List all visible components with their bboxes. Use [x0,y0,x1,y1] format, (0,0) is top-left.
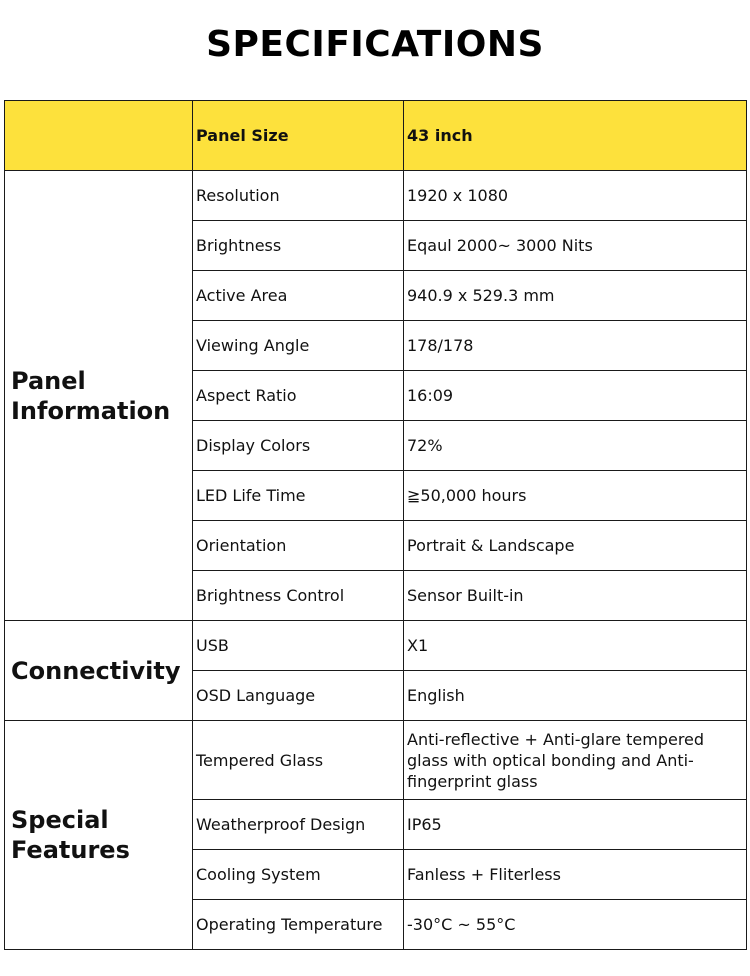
table-header-row [5,101,747,171]
page-title: SPECIFICATIONS [206,24,544,65]
group-label-line: Features [11,836,130,864]
spec-label: Cooling System [193,850,404,900]
spec-value: Fanless + Fliterless [404,850,747,900]
spec-label: Orientation [193,521,404,571]
group-label-line: Information [11,396,171,425]
spec-label: Aspect Ratio [193,371,404,421]
spec-value: IP65 [404,800,747,850]
spec-value: Sensor Built-in [404,571,747,621]
spec-value: -30°C ~ 55°C [404,900,747,950]
table-row [5,171,747,221]
spec-value: Eqaul 2000~ 3000 Nits [404,221,747,271]
spec-label: Resolution [193,171,404,221]
spec-label: Tempered Glass [193,721,404,800]
spec-label: Brightness [193,221,404,271]
spec-label: Active Area [193,271,404,321]
spec-label: Viewing Angle [193,321,404,371]
spec-label: OSD Language [193,671,404,721]
spec-label: Weatherproof Design [193,800,404,850]
spec-value: X1 [404,621,747,671]
table-row [5,721,747,800]
spec-value: Portrait & Landscape [404,521,747,571]
spec-value: 16:09 [404,371,747,421]
header-label: Panel Size [193,101,404,171]
group-label-connectivity [5,621,193,721]
spec-value: Anti-reflective + Anti-glare tempered glass with optical bonding and Anti-fingerprint glass [404,721,747,800]
group-label-panel-information [5,171,193,621]
spec-label: USB [193,621,404,671]
table-row [5,621,747,671]
spec-value: 178/178 [404,321,747,371]
header-value: 43 inch [404,101,747,171]
group-label-line: Panel [11,366,86,395]
spec-value: English [404,671,747,721]
group-label-line: Connectivity [11,656,181,685]
spec-label: Operating Temperature [193,900,404,950]
spec-value: 940.9 x 529.3 mm [404,271,747,321]
spec-label: Display Colors [193,421,404,471]
spec-value: 1920 x 1080 [404,171,747,221]
group-label-special-features [5,721,193,950]
spec-value: ≧50,000 hours [404,471,747,521]
spec-label: Brightness Control [193,571,404,621]
group-label-line: Special [11,806,109,834]
spec-value: 72% [404,421,747,471]
specifications-table [4,100,747,950]
spec-label: LED Life Time [193,471,404,521]
header-empty-cell [5,101,193,171]
